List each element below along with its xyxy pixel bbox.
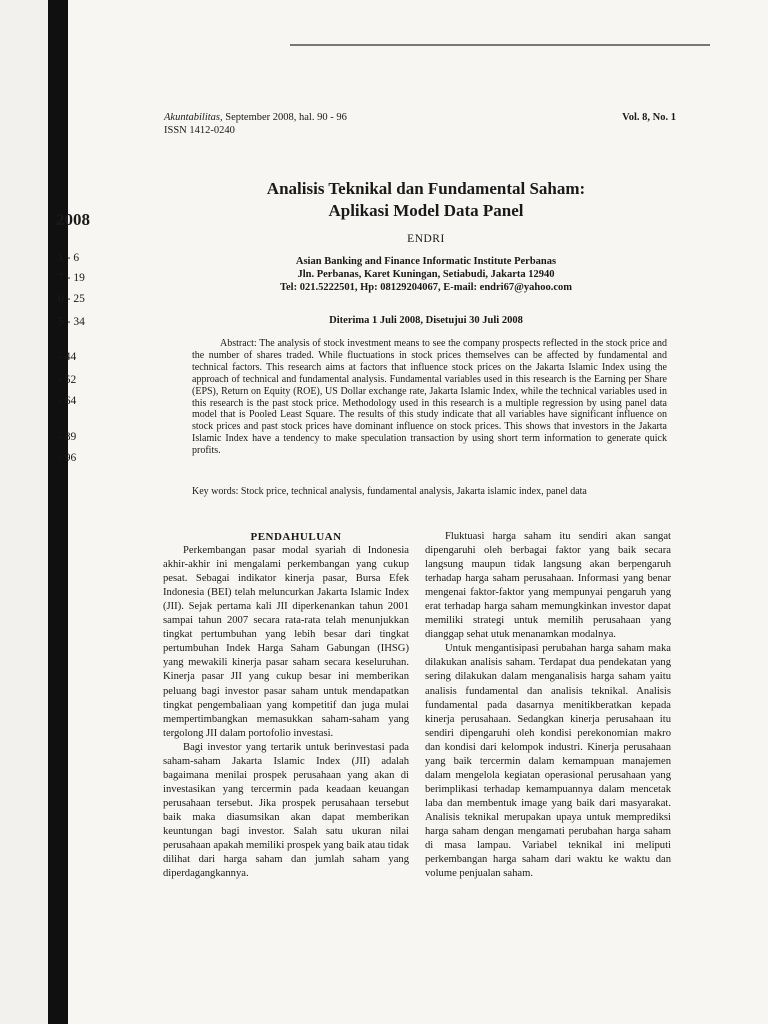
right-column [425,530,671,881]
facing-page-line: - 96 [58,452,77,464]
journal-citation: , September 2008, hal. 90 - 96 [220,112,347,123]
facing-page-year: 2008 [56,210,90,229]
author-name: ENDRI [407,233,445,245]
facing-page-line: 0 - 25 [58,293,85,305]
running-header [164,111,347,137]
article-title [150,178,702,222]
volume-number: Vol. 8, No. 1 [622,112,676,123]
affiliation-institute: Asian Banking and Finance Informatic Institute Perbanas [295,256,557,267]
facing-page-line: - 64 [58,395,77,407]
facing-page [0,0,48,1024]
keywords: Key words: Stock price, technical analysis, fundamental analysis, Jakarta islamic index, panel data [192,486,587,497]
left-column [163,530,409,881]
facing-page-line: 5 - 34 [58,316,85,328]
submission-dates: Diterima 1 Juli 2008, Disetujui 30 Juli 2008 [329,315,523,326]
paragraph: Fluktuasi harga saham itu sendiri akan sangat dipengaruhi oleh berbagai faktor yang baik secara langsung maupun tidak langsung akan berpengaruh terhadap harga saham perusahaan. Informasi yang benar mengenai faktor-faktor yang mempunyai pengaruh yang erat terhadap harga saham memungkinkan investor dapat memiliki strategi untuk memilih perusahaan yang dianggap sehat utuk menanamkan modalnya. [425,531,671,641]
top-rule [290,44,710,46]
facing-page-line: - 44 [58,351,77,363]
journal-name: Akuntabilitas [164,112,220,123]
section-heading: PENDAHULUAN [250,531,342,543]
facing-page-line: 1 - 6 [58,252,80,264]
affiliation [150,255,702,294]
paragraph: Bagi investor yang tertarik untuk berinvestasi pada saham-saham Jakarta Islamic Index (JII) adalah bagaimana menilai prospek perusahaan yang akan di investasikan yang tercermin pada keadaan keuangan perusahaan tersebut. Jika prospek perusahaan tersebut baik maka diasumsikan akan dapat memberikan keuntungan bagi investor. Salah satu ukuran nilai perusahaan apakah memiliki prospek yang baik atau tidak dilihat dari harga saham dan jumlah saham yang diperdagangkannya. [163,741,409,880]
facing-page-line: - 52 [58,374,77,386]
book-spine [48,0,68,1024]
affiliation-address: Jln. Perbanas, Karet Kuningan, Setiabudi, Jakarta 12940 [297,269,555,280]
paragraph: Untuk mengantisipasi perubahan harga saham maka dilakukan analisis saham. Terdapat dua pendekatan yang sering dilakukan dalam menganalisis harga saham yaitu analisis fundamental dan analisis teknikal. Analisis fundamental pada dasarnya menitikberatkan kepada kinerja perusahaan. Sedangkan kinerja perusahaan itu sendiri dipengaruhi oleh kondisi perekonomian makro dan kondisi dari kelompok industri. Kinerja perusahaan yang baik tercermin dalam kemampuan manajemen dalam mengelola kegiatan operasional perusahaan yang berimplikasi terhadap kemampuannya dalam mencetak laba dan membentuk image yang baik dari masyarakat. Analisis teknikal merupakan upaya untuk memprediksi harga saham dengan mengamati perubahan harga saham di masa lampau. Variabel teknikal ini meliputi perkembangan harga saham dari waktu ke waktu dan volume penjualan saham. [425,643,671,880]
abstract: Abstract: The analysis of stock investment means to see the company prospects reflected in the stock price and the number of shares traded. While fluctuations in stock prices themselves can be affected by fundamental and technical factors. This research aims at factors that influence stock prices on the Jakarta Islamic Index using the approach of technical and fundamental analysis. Fundamental variables used in this research is the Earning per Share (EPS), Return on Equity (ROE), US Dollar exchange rate, Jakarta Islamic Index, while the technical variables used in this research is the past stock price. Methodology used in this research is a multiple regression by using panel data model that is Pooled Least Square. The results of this study indicate that all variables have significant influence on stock prices and past stock prices have dominant influence on stock prices. This shows that investors in the Jakarta Islamic Index have a tendency to make speculation transaction by using short term information to generate quick profits. [192,338,667,457]
title-line-1: Analisis Teknikal dan Fundamental Saham: [266,179,586,198]
issn: ISSN 1412-0240 [164,125,235,136]
title-line-2: Aplikasi Model Data Panel [328,201,524,220]
paragraph: Perkembangan pasar modal syariah di Indonesia akhir-akhir ini mengalami perkembangan yang cukup pesat. Sebagai indikator kinerja pasar, Bursa Efek Indonesia (BEI) telah meluncurkan Jakarta Islamic Index (JII). Sejak pertama kali JII diperkenankan tahun 2001 sampai tahun 2007 secara rata-rata telah menunjukkan tingkat pertumbuhan yang lebih besar dari tingkat pertumbuhan Indek Harga Saham Gabungan (IHSG) yang mewakili kinerja pasar saham secara keseluruhan. Kinerja pasar JII yang cukup besar ini memberikan peluang bagi investor pasar saham untuk mendapatkan tingkat pengembaliaan yang kompetitif dan juga mulai mempertimbangkan memasukkan saham-saham yang tergolong JII dalam portofolio investasi. [163,545,409,739]
affiliation-contact: Tel: 021.5222501, Hp: 08129204067, E-mail: endri67@yahoo.com [279,282,572,293]
facing-page-line: 7 - 19 [58,272,85,284]
facing-page-line: - 89 [58,431,77,443]
